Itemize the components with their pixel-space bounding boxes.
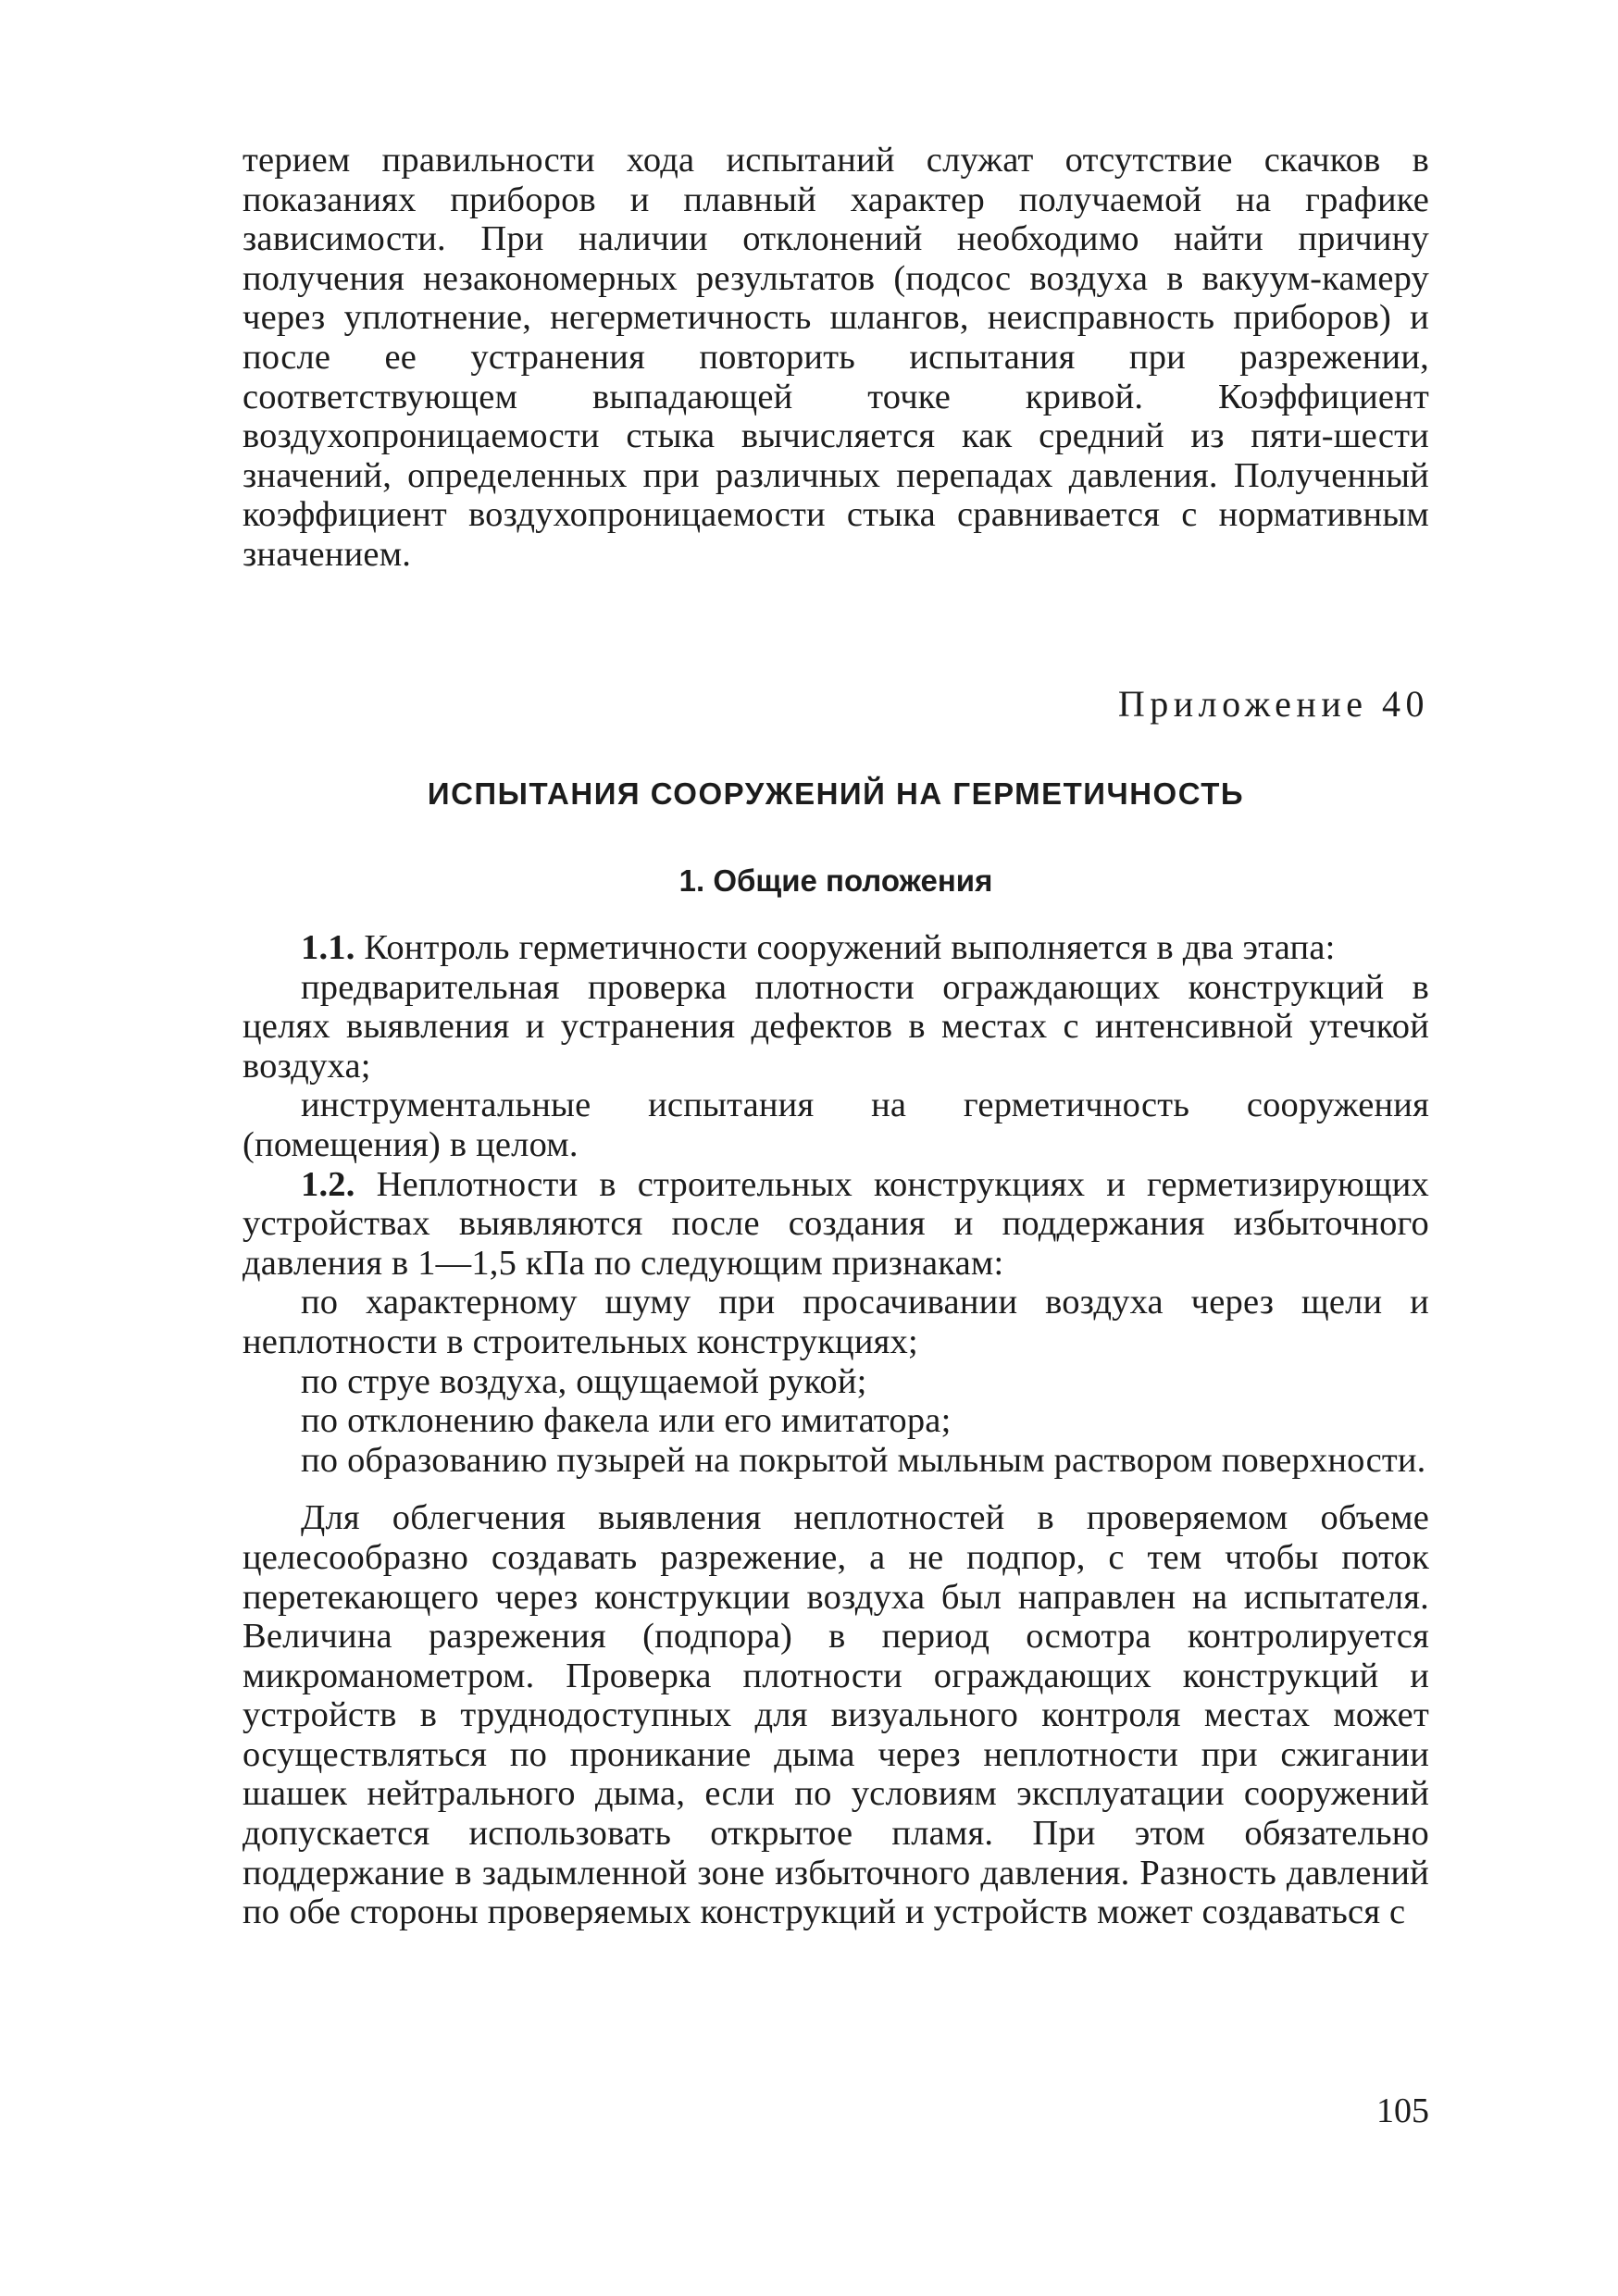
paragraph-1-1-item-1: предварительная проверка плотности ограждающих конструкций в целях выявления и устранения дефектов в местах с интенсивной утечкой воздуха; — [243, 967, 1429, 1086]
paragraph-1-1-item-2: инструментальные испытания на герметичность сооружения (помещения) в целом. — [243, 1086, 1429, 1164]
paragraph-1-2-item-4: по образованию пузырей на покрытой мыльным раствором поверхности. — [301, 1440, 1426, 1480]
paragraph-gap — [243, 1480, 1429, 1498]
paragraph-1-1-number: 1.1. — [301, 928, 355, 967]
paragraph-1-2-item-3: по отклонению факела или его имитатора; — [301, 1401, 952, 1441]
continued-paragraph: терием правильности хода испытаний служат отсутствие скачков в показаниях приборов и плавный характер получаемой на графике зависимости. При наличии отклонений необходимо найти причину получения незакономерных результатов (подсос воздуха в вакуум-камеру через уплотнение, негерметичность шлангов, неисправность приборов) и после ее устранения повторить испытания при разрежении, соответствующем выпадающей точке кривой. Коэффициент воздухопроницаемости стыка вычисляется как средний из пяти-шести значений, определенных при различных перепадах давления. Полученный коэффициент воздухопроницаемости стыка сравнивается с нормативным значением. — [243, 141, 1429, 574]
main-title: ИСПЫТАНИЯ СООРУЖЕНИЙ НА ГЕРМЕТИЧНОСТЬ — [427, 776, 1245, 811]
paragraph-1-1-text: Контроль герметичности сооружений выполняется в два этапа: — [364, 928, 1336, 967]
section-title: 1. Общие положения — [678, 863, 993, 898]
paragraph-1-2-text: Неплотности в строительных конструкциях и герметизирующих устройствах выявляются после создания и поддержания избыточного давления в 1—1,5 кПа по следующим признакам: — [243, 1164, 1430, 1283]
appendix-label: Приложение 40 — [1117, 683, 1429, 725]
page-number: 105 — [1376, 2091, 1429, 2130]
section-body — [243, 928, 1429, 1932]
paragraph-1-2-number: 1.2. — [301, 1164, 355, 1204]
paragraph-1-2-item-2: по струе воздуха, ощущаемой рукой; — [301, 1361, 867, 1401]
paragraph-final: Для облегчения выявления неплотностей в проверяемом объеме целесообразно создавать разрежение, а не подпор, с тем чтобы поток перетекающего через конструкции воздуха был направлен на испытателя. Величина разрежения (подпора) в период осмотра контролируется микроманометром. Проверка плотности ограждающих конструкций и устройств в труднодоступных для визуального контроля местах может осуществляться по проникание дыма через неплотности при сжигании шашек нейтрального дыма, если по условиям эксплуатации сооружений допускается использовать открытое пламя. При этом обязательно поддержание в задымленной зоне избыточного давления. Разность давлений по обе стороны проверяемых конструкций и устройств может создаваться с — [243, 1498, 1429, 1932]
paragraph-1-1 — [243, 928, 1429, 968]
paragraph-1-2 — [243, 1165, 1429, 1284]
continued-text-block — [243, 141, 1429, 575]
paragraph-1-2-item-1: по характерному шуму при просачивании воздуха через щели и неплотности в строительных конструкциях; — [243, 1283, 1429, 1361]
